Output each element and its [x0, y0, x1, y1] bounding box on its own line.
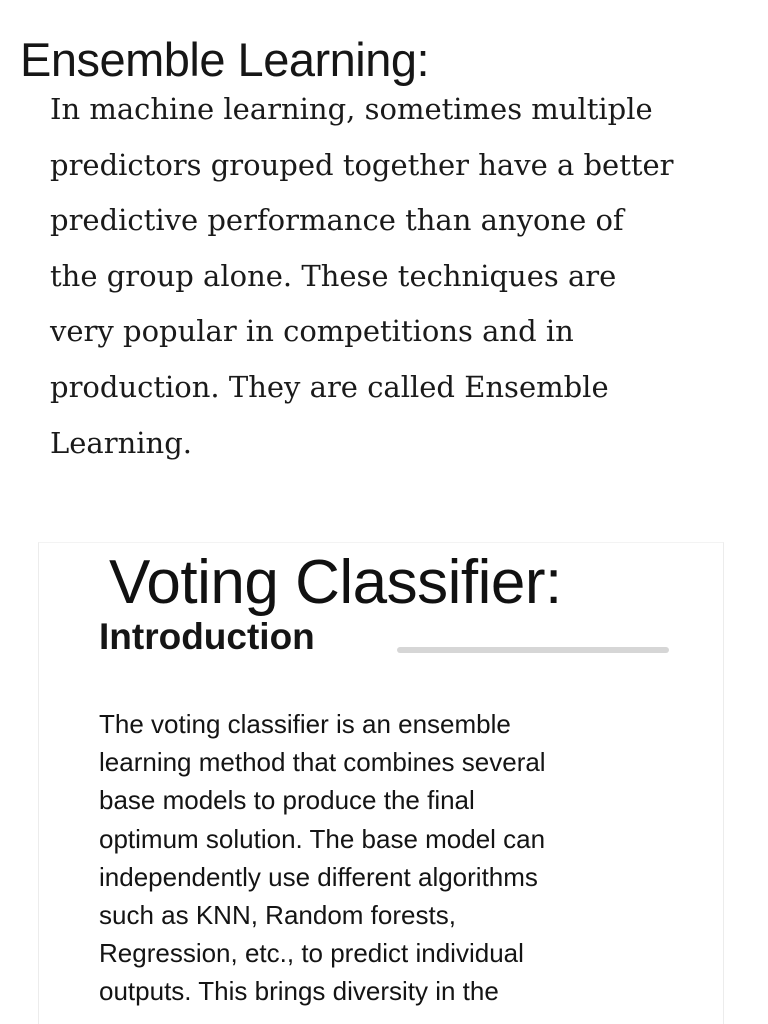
intro-line: production. They are called Ensemble	[50, 369, 609, 404]
slide-body-line: base models to produce the final	[99, 785, 475, 816]
slide-body-line: learning method that combines several	[99, 747, 546, 778]
slide-body-line: The voting classifier is an ensemble	[99, 709, 511, 739]
slide-subtitle: Introduction	[99, 616, 315, 657]
slide-body-line: independently use different algorithms	[99, 861, 538, 892]
intro-line: predictive performance than anyone of	[50, 203, 624, 238]
intro-line: the group alone. These techniques are	[50, 258, 617, 293]
slide-image-card	[38, 542, 724, 1024]
slide-title: Voting Classifier:	[109, 548, 562, 617]
slide-body-line: such as KNN, Random forests,	[99, 900, 456, 931]
intro-paragraph	[50, 82, 750, 471]
intro-line: very popular in competitions and in	[50, 314, 574, 349]
slide-body-text	[99, 705, 699, 1011]
subtitle-divider	[397, 647, 669, 653]
section-heading: Ensemble Learning:	[20, 33, 430, 86]
slide-body-line: Regression, etc., to predict individual	[99, 938, 524, 969]
slide-body-line: outputs. This brings diversity in the	[99, 976, 499, 1007]
intro-line: Learning.	[50, 425, 192, 460]
slide-body-line: optimum solution. The base model can	[99, 823, 546, 854]
intro-line: predictors grouped together have a better	[50, 147, 674, 182]
intro-line: In machine learning, sometimes multiple	[50, 92, 653, 126]
